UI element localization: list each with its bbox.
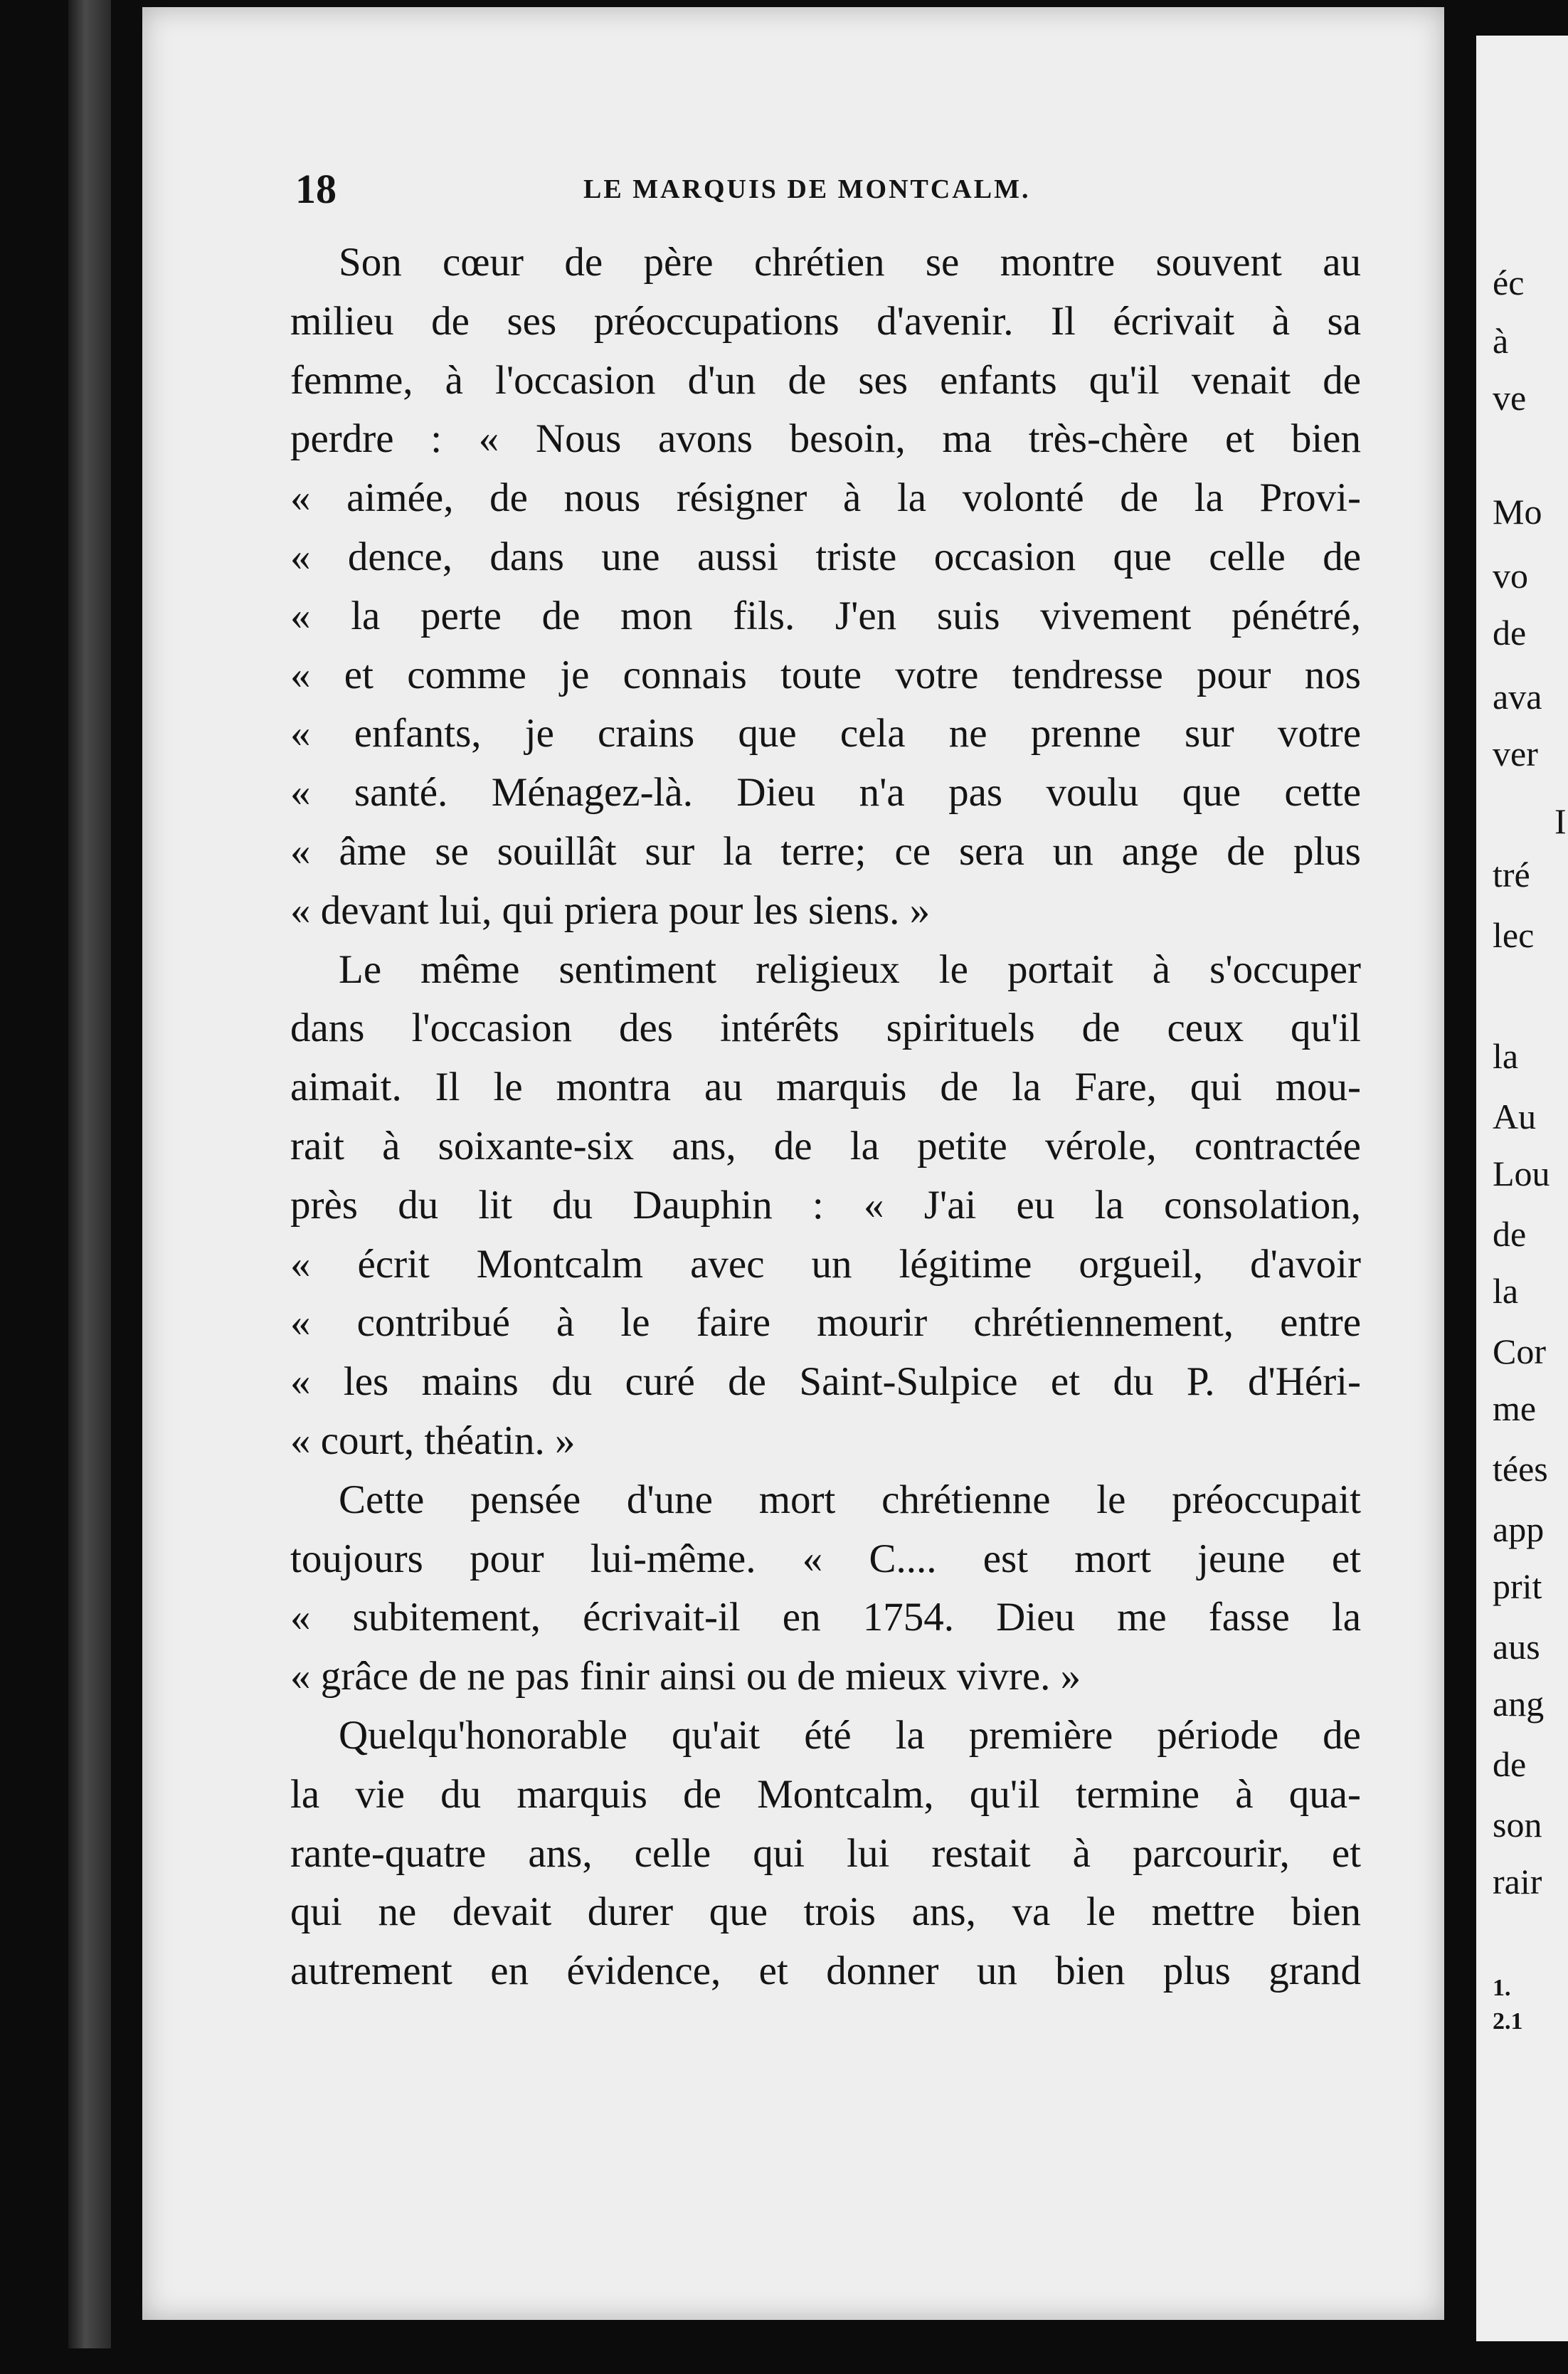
facing-page-fragment: tré <box>1493 855 1530 895</box>
facing-page-fragment: ang <box>1493 1684 1545 1724</box>
text-line: « santé. Ménagez-là. Dieu n'a pas voulu que cette <box>290 770 1361 816</box>
text-line: « devant lui, qui priera pour les siens. » <box>290 887 931 933</box>
page-header <box>295 165 1362 215</box>
text-line: « court, théatin. » <box>290 1418 576 1463</box>
facing-page-fragment: éc <box>1493 263 1525 302</box>
text-line: rante-quatre ans, celle qui lui restait à parcourir, et <box>290 1830 1361 1876</box>
facing-page-fragment: à <box>1493 321 1509 361</box>
text-line: milieu de ses préoccupations d'avenir. Il écrivait à sa <box>290 298 1361 344</box>
page-number: 18 <box>295 166 337 212</box>
facing-page-fragment: de <box>1493 613 1527 653</box>
facing-page-fragment: de <box>1493 1744 1527 1784</box>
facing-page-fragment: Cor <box>1493 1331 1546 1371</box>
facing-page-footnote: 1. <box>1493 1975 1511 2001</box>
text-line: « aimée, de nous résigner à la volonté de la Provi- <box>290 475 1361 521</box>
facing-page-fragment: la <box>1493 1271 1519 1311</box>
text-line: « contribué à le faire mourir chrétiennement, entre <box>290 1300 1361 1346</box>
text-line: « écrit Montcalm avec un légitime orgueil, d'avoir <box>290 1241 1361 1287</box>
text-line: qui ne devait durer que trois ans, va le mettre bien <box>290 1889 1361 1935</box>
text-line: « les mains du curé de Saint-Sulpice et du P. d'Héri- <box>290 1359 1361 1405</box>
facing-page-footnote: 2.1 <box>1493 2008 1523 2035</box>
facing-page-fragment: ver <box>1493 734 1538 774</box>
facing-page-fragment: ava <box>1493 677 1542 717</box>
facing-page-fragment: app <box>1493 1509 1545 1549</box>
facing-page-fragment: prit <box>1493 1566 1542 1606</box>
text-line: Cette pensée d'une mort chrétienne le préoccupait <box>339 1477 1361 1522</box>
facing-page-fragment: ve <box>1493 378 1527 418</box>
text-line: autrement en évidence, et donner un bien plus grand <box>290 1948 1361 1994</box>
text-line: « grâce de ne pas finir ainsi ou de mieux vivre. » <box>290 1654 1081 1699</box>
text-line: perdre : « Nous avons besoin, ma très-chère et bien <box>290 416 1361 462</box>
facing-page-fragment: lec <box>1493 915 1535 955</box>
text-line: « enfants, je crains que cela ne prenne sur votre <box>290 711 1361 756</box>
facing-page-fragment: Au <box>1493 1097 1537 1136</box>
text-line: « et comme je connais toute votre tendresse pour nos <box>290 652 1361 697</box>
text-line: dans l'occasion des intérêts spirituels de ceux qu'il <box>290 1006 1361 1051</box>
text-line: Le même sentiment religieux le portait à s'occuper <box>339 946 1361 992</box>
text-line: près du lit du Dauphin : « J'ai eu la consolation, <box>290 1182 1361 1228</box>
facing-page-fragment: son <box>1493 1805 1542 1845</box>
text-line: Son cœur de père chrétien se montre souvent au <box>339 240 1361 285</box>
text-line: rait à soixante-six ans, de la petite vérole, contractée <box>290 1123 1361 1168</box>
text-line: toujours pour lui-même. « C.... est mort jeune et <box>290 1536 1361 1581</box>
text-line: « âme se souillât sur la terre; ce sera un ange de plus <box>290 828 1361 874</box>
facing-page-fragment: aus <box>1493 1627 1540 1667</box>
facing-page-fragment: Mo <box>1493 492 1542 532</box>
text-line: femme, à l'occasion d'un de ses enfants qu'il venait de <box>290 357 1361 403</box>
running-title: LE MARQUIS DE MONTCALM. <box>583 174 1031 204</box>
text-line: la vie du marquis de Montcalm, qu'il termine à qua- <box>290 1771 1361 1817</box>
text-line: aimait. Il le montra au marquis de la Fare, qui mou- <box>290 1065 1361 1110</box>
text-line: Quelqu'honorable qu'ait été la première période de <box>339 1712 1361 1758</box>
facing-page-fragment: de <box>1493 1214 1527 1254</box>
body-text <box>290 233 1361 2001</box>
facing-page-fragment: tées <box>1493 1449 1548 1489</box>
text-line: « la perte de mon fils. J'en suis vivement pénétré, <box>290 593 1361 638</box>
facing-page-fragment: me <box>1493 1388 1537 1428</box>
text-line: « dence, dans une aussi triste occasion que celle de <box>290 534 1361 579</box>
facing-page-fragment: vo <box>1493 556 1528 596</box>
facing-page-fragment: I <box>1554 801 1567 841</box>
facing-page-fragment: la <box>1493 1036 1519 1076</box>
facing-page-fragment: rair <box>1493 1862 1542 1901</box>
book-spine-edge <box>68 0 111 2348</box>
facing-page-fragment: Lou <box>1493 1154 1550 1193</box>
text-line: « subitement, écrivait-il en 1754. Dieu me fasse la <box>290 1595 1361 1640</box>
